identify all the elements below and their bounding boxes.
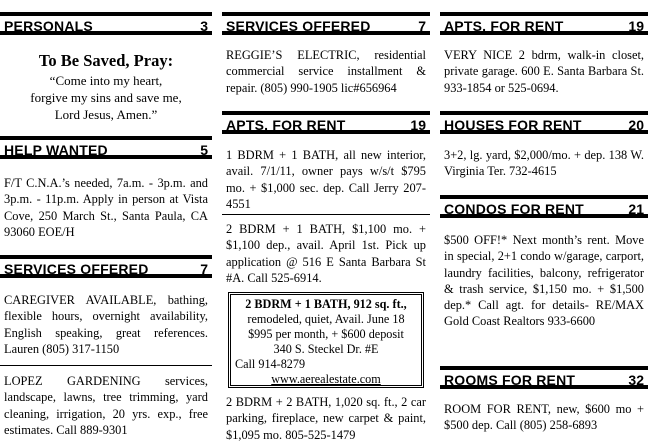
section-title: HELP WANTED: [4, 142, 108, 158]
classified-ad: 2 BDRM + 1 BATH, $1,100 mo. + $1,100 dep., avail. April 1st. Pick up application @ 516 E Santa Barbara St #A. Call 525-6914.: [226, 222, 426, 285]
column-2: [222, 0, 430, 448]
section-title: CONDOS FOR RENT: [444, 201, 584, 217]
section-header-rooms-for-rent: [440, 366, 648, 389]
section-title: HOUSES FOR RENT: [444, 117, 582, 133]
boxed-ad-line: 340 S. Steckel Dr. #E: [273, 342, 379, 356]
boxed-ad-line: remodeled, quiet, Avail. June 18: [247, 312, 405, 326]
classified-ad: 3+2, lg. yard, $2,000/mo. + dep. 138 W. Virginia Ter. 732-4615: [444, 148, 644, 179]
section-number: 5: [200, 142, 208, 158]
column-1: [0, 0, 212, 448]
section-title: SERVICES OFFERED: [4, 261, 149, 277]
classified-ad: ROOM FOR RENT, new, $600 mo + $500 dep. Call (805) 258-6893: [444, 402, 644, 433]
section-number: 19: [628, 18, 644, 34]
boxed-ad-link[interactable]: www.aerealestate.com: [271, 372, 381, 386]
section-header-apts-for-rent: [440, 12, 648, 35]
prayer-line: “Come into my heart,: [49, 73, 163, 88]
section-number: 19: [410, 117, 426, 133]
section-title: PERSONALS: [4, 18, 93, 34]
prayer-line: Lord Jesus, Amen.”: [54, 107, 158, 122]
section-header-services-offered: [222, 12, 430, 35]
section-header-apts-for-rent: [222, 111, 430, 134]
classified-ad: $500 OFF!* Next month’s rent. Move in special, 2+1 condo w/garage, carport, laundry facilities, balcony, refrigerator & trash service, $1,150 mo. + $1,500 dep.* Call agt. for details- RE/MAX Gold Coast Realtors 933-6600: [444, 233, 644, 329]
prayer-line: forgive my sins and save me,: [30, 90, 182, 105]
boxed-ad: [228, 292, 424, 388]
classified-ad: 1 BDRM + 1 BATH, all new interior, avail. 7/1/11, owner pays w/s/t $795 mo. + $1,000 sec. dep. Call Jerry 207-4551: [226, 148, 426, 211]
section-number: 7: [418, 18, 426, 34]
section-header-personals: [0, 12, 212, 35]
section-header-condos-for-rent: [440, 195, 648, 218]
prayer-title: To Be Saved, Pray:: [38, 51, 174, 70]
boxed-ad-line: Call 914-8279: [235, 357, 306, 371]
section-header-services-offered: [0, 255, 212, 278]
section-number: 32: [628, 372, 644, 388]
column-3: [440, 0, 648, 448]
section-number: 7: [200, 261, 208, 277]
classified-ad: CAREGIVER AVAILABLE, bathing, flexible hours, overnight availability, English speaking, great references. Lauren (805) 317-1150: [4, 293, 208, 356]
classified-ad: F/T C.N.A.’s needed, 7a.m. - 3p.m. and 3p.m. - 11p.m. Apply in person at Vista Cove, 250 March St., Santa Paula, CA 93060 EOE/H: [4, 176, 208, 239]
ad-divider: [0, 365, 212, 366]
section-title: SERVICES OFFERED: [226, 18, 371, 34]
classified-ad: VERY NICE 2 bdrm, walk-in closet, private garage. 600 E. Santa Barbara St. 933-1854 or 525-0694.: [444, 48, 644, 95]
boxed-ad-headline: 2 BDRM + 1 BATH, 912 sq. ft.,: [245, 297, 407, 311]
classified-ad: LOPEZ GARDENING services, landscape, lawns, tree trimming, yard cleaning, irrigation, 20 yrs. exp., free estimates. Call 889-9301: [4, 374, 208, 437]
classified-ad: REGGIE’S ELECTRIC, residential commercial service installment & repair. (805) 990-1905 lic#656964: [226, 48, 426, 95]
section-title: ROOMS FOR RENT: [444, 372, 576, 388]
section-number: 21: [628, 201, 644, 217]
ad-divider: [222, 214, 430, 215]
section-title: APTS. FOR RENT: [226, 117, 346, 133]
classified-ad: 2 BDRM + 2 BATH, 1,020 sq. ft., 2 car parking, fireplace, new carpet & paint, $1,095 mo. 805-525-1479: [226, 395, 426, 442]
section-header-houses-for-rent: [440, 111, 648, 134]
boxed-ad-line: $995 per month, + $600 deposit: [248, 327, 404, 341]
section-number: 3: [200, 18, 208, 34]
section-number: 20: [628, 117, 644, 133]
section-title: APTS. FOR RENT: [444, 18, 564, 34]
section-header-help-wanted: [0, 136, 212, 159]
